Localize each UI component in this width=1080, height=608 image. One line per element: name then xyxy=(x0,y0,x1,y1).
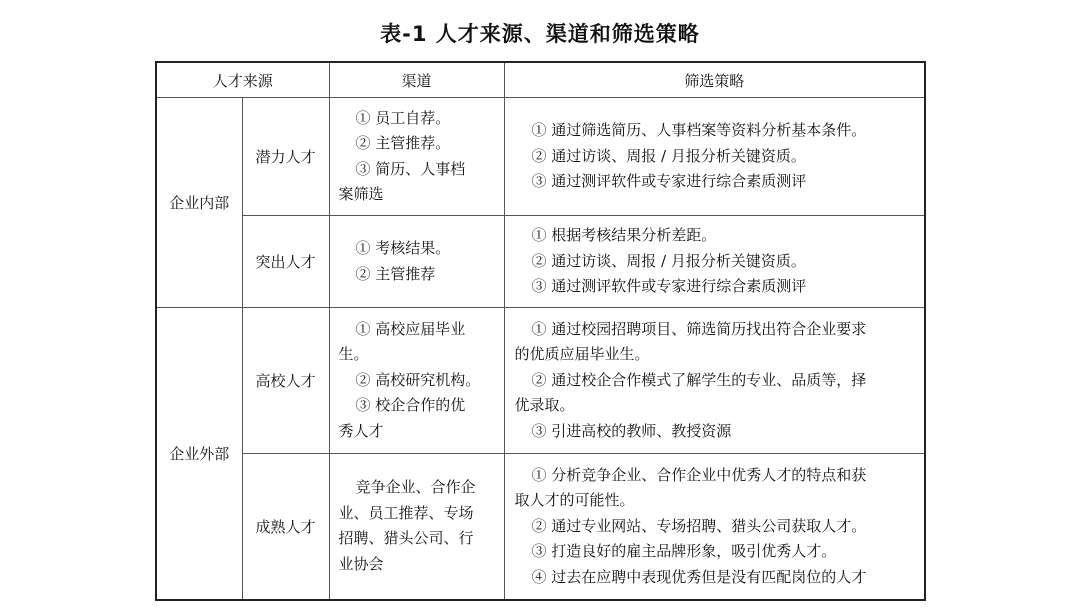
channel-line: ② 主管推荐。 xyxy=(355,134,451,152)
subsource-potential: 潜力人才 xyxy=(242,98,329,216)
channel-line: 生。 xyxy=(338,345,369,364)
strategy-line: ④ 过去在应聘中表现优秀但是没有匹配岗位的人才 xyxy=(531,567,867,586)
channel-line: 秀人才 xyxy=(338,421,384,440)
channel-line: ② 主管推荐 xyxy=(355,264,436,283)
strategy-line: 优录取。 xyxy=(514,396,575,415)
source-internal: 企业内部 xyxy=(156,98,242,308)
strategy-cell xyxy=(504,454,925,600)
strategy-line: ② 通过访谈、周报 / 月报分析关键资质。 xyxy=(531,146,806,165)
header-source: 人才来源 xyxy=(156,62,329,98)
strategy-line: ② 通过专业网站、专场招聘、猎头公司获取人才。 xyxy=(531,516,867,535)
table-row xyxy=(156,216,925,308)
channel-line: 业、员工推荐、专场 xyxy=(338,503,474,522)
strategy-line: ③ 通过测评软件或专家进行综合素质测评 xyxy=(531,277,807,296)
channel-line: 案筛选 xyxy=(338,185,384,203)
channel-cell xyxy=(329,216,504,308)
strategy-line: ② 通过校企合作模式了解学生的专业、品质等，择 xyxy=(531,370,867,389)
source-external: 企业外部 xyxy=(156,308,242,600)
strategy-line: 的优质应届毕业生。 xyxy=(514,345,650,364)
strategy-cell xyxy=(504,98,925,216)
table-row xyxy=(156,98,925,216)
header-channel: 渠道 xyxy=(329,62,504,98)
table-row xyxy=(156,454,925,600)
channel-cell xyxy=(329,98,504,216)
strategy-line: ② 通过访谈、周报 / 月报分析关键资质。 xyxy=(531,251,806,270)
strategy-line: ① 分析竞争企业、合作企业中优秀人才的特点和获 xyxy=(531,465,867,484)
subsource-outstanding: 突出人才 xyxy=(242,216,329,308)
channel-line: ① 高校应届毕业 xyxy=(355,319,466,338)
table-title: 表-1 人才来源、渠道和筛选策略 xyxy=(380,22,700,46)
subsource-experienced: 成熟人才 xyxy=(242,454,329,600)
strategy-cell xyxy=(504,216,925,308)
channel-line: 招聘、猎头公司、行 xyxy=(338,529,474,548)
subsource-university: 高校人才 xyxy=(242,308,329,454)
strategy-line: ③ 打造良好的雇主品牌形象，吸引优秀人才。 xyxy=(531,542,837,560)
strategy-line: ③ 通过测评软件或专家进行综合素质测评 xyxy=(531,172,807,191)
channel-line: ③ 校企合作的优 xyxy=(355,396,466,415)
channel-cell xyxy=(329,454,504,600)
strategy-line: ① 通过筛选简历、人事档案等资料分析基本条件。 xyxy=(531,121,867,140)
strategy-line: ③ 引进高校的教师、教授资源 xyxy=(531,421,732,440)
channel-line: 竞争企业、合作企 xyxy=(355,478,476,497)
header-row xyxy=(156,62,925,98)
strategy-line: ① 通过校园招聘项目、筛选简历找出符合企业要求 xyxy=(531,319,867,338)
channel-line: ② 高校研究机构。 xyxy=(355,370,481,389)
channel-cell xyxy=(329,308,504,454)
channel-line: ① 考核结果。 xyxy=(355,239,451,257)
channel-line: ③ 简历、人事档 xyxy=(355,159,466,178)
table-row xyxy=(156,308,925,454)
header-strategy: 筛选策略 xyxy=(504,62,925,98)
channel-line: 业协会 xyxy=(338,554,384,573)
channel-line: ① 员工自荐。 xyxy=(355,108,451,127)
strategy-cell xyxy=(504,308,925,454)
strategy-line: ① 根据考核结果分析差距。 xyxy=(531,226,717,245)
talent-source-table xyxy=(155,61,926,601)
strategy-line: 取人才的可能性。 xyxy=(514,491,635,509)
